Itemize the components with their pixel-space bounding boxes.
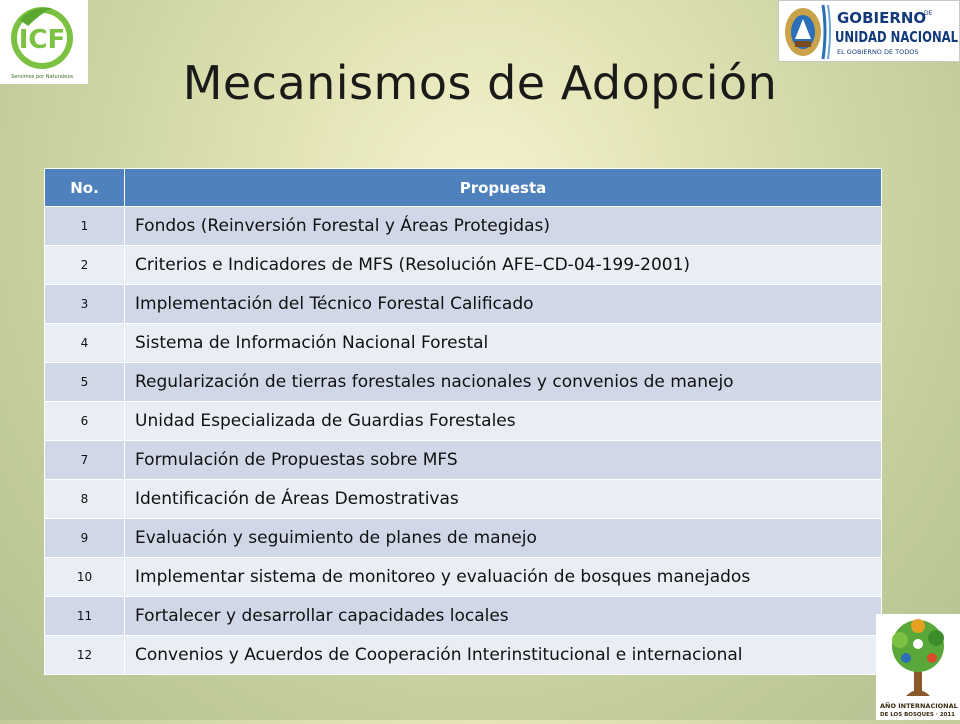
table-row	[45, 207, 882, 246]
row-number: 10	[45, 558, 125, 597]
row-text: Convenios y Acuerdos de Cooperación Interinstitucional e internacional	[125, 636, 882, 675]
row-text: Fortalecer y desarrollar capacidades locales	[125, 597, 882, 636]
row-number: 7	[45, 441, 125, 480]
table-row	[45, 402, 882, 441]
table-row	[45, 285, 882, 324]
row-number: 1	[45, 207, 125, 246]
table-row	[45, 441, 882, 480]
row-text: Criterios e Indicadores de MFS (Resolución AFE–CD-04-199-2001)	[125, 246, 882, 285]
table-row	[45, 324, 882, 363]
honduras-coat-of-arms-icon	[785, 8, 821, 56]
row-number: 11	[45, 597, 125, 636]
row-text: Evaluación y seguimiento de planes de manejo	[125, 519, 882, 558]
aib-line2: DE LOS BOSQUES · 2011	[880, 712, 956, 718]
page-title: Mecanismos de Adopción	[182, 56, 778, 110]
table-row	[45, 558, 882, 597]
gob-line1: GOBIERNO	[837, 9, 927, 27]
row-text: Unidad Especializada de Guardias Forestales	[125, 402, 882, 441]
row-text: Identificación de Áreas Demostrativas	[125, 480, 882, 519]
tree-people-icon	[876, 614, 960, 720]
row-number: 2	[45, 246, 125, 285]
row-number: 8	[45, 480, 125, 519]
row-text: Sistema de Información Nacional Forestal	[125, 324, 882, 363]
header-no: No.	[45, 169, 125, 207]
gobierno-seal-icon	[779, 1, 960, 63]
table-row	[45, 597, 882, 636]
gob-de: DE	[924, 10, 933, 17]
header-propuesta: Propuesta	[125, 169, 882, 207]
proposals-table	[44, 168, 882, 675]
row-text: Formulación de Propuestas sobre MFS	[125, 441, 882, 480]
row-text: Implementación del Técnico Forestal Calificado	[125, 285, 882, 324]
table-row	[45, 246, 882, 285]
row-number: 6	[45, 402, 125, 441]
table-header-row	[45, 169, 882, 207]
row-text: Implementar sistema de monitoreo y evaluación de bosques manejados	[125, 558, 882, 597]
icf-text: ICF	[18, 25, 66, 55]
international-year-forests-logo	[876, 614, 960, 720]
icf-tagline: Servimos por Naturaleza	[11, 74, 73, 80]
gob-line3: EL GOBIERNO DE TODOS	[837, 48, 919, 56]
row-text: Regularización de tierras forestales nacionales y convenios de manejo	[125, 363, 882, 402]
table-row	[45, 636, 882, 675]
row-number: 4	[45, 324, 125, 363]
gobierno-logo	[778, 0, 960, 62]
row-number: 9	[45, 519, 125, 558]
table-row	[45, 363, 882, 402]
row-text: Fondos (Reinversión Forestal y Áreas Protegidas)	[125, 207, 882, 246]
table-row	[45, 519, 882, 558]
gob-line2: UNIDAD NACIONAL	[835, 28, 959, 46]
row-number: 12	[45, 636, 125, 675]
row-number: 5	[45, 363, 125, 402]
aib-line1: AÑO INTERNACIONAL	[880, 702, 958, 710]
row-number: 3	[45, 285, 125, 324]
table-row	[45, 480, 882, 519]
